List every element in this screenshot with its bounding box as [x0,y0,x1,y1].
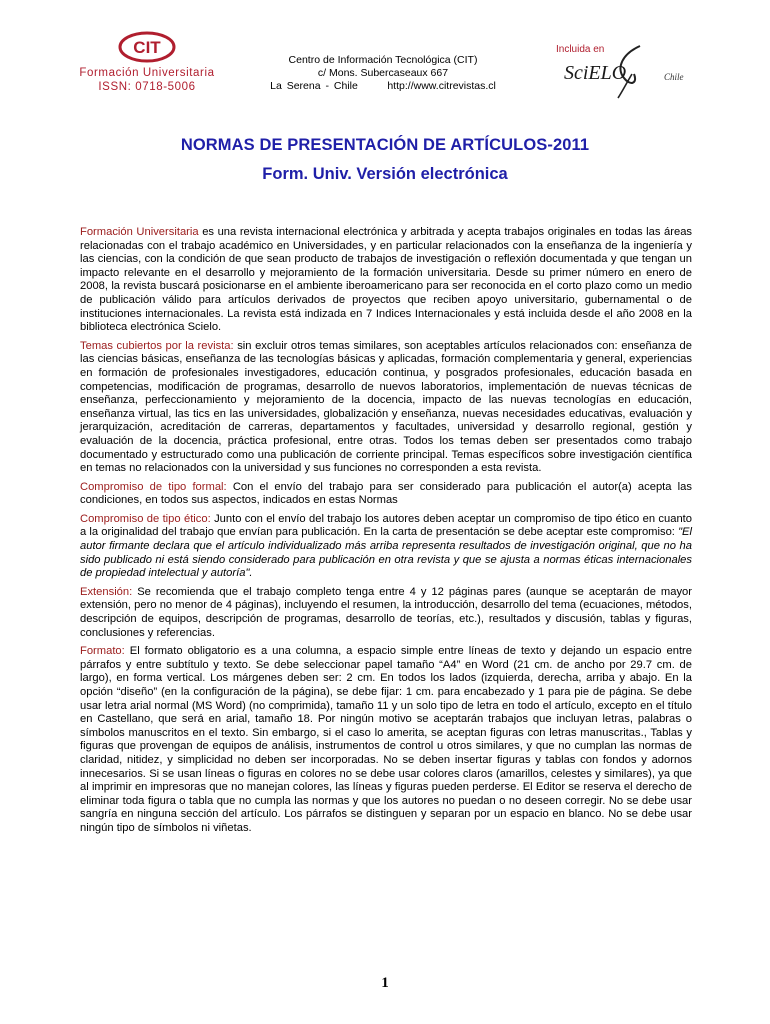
cit-logo-block [72,30,222,94]
journal-issn: ISSN: 0718-5006 [98,81,196,93]
paragraph-extension [80,586,692,640]
paragraph-etico-text: Junto con el envío del trabajo los autores deben aceptar un compromiso de tipo ético en cuanto a la originalidad del trabajo que envían para publicación. En la carta de presentación se debe aceptar este compromiso: [80,512,692,539]
publisher-location [258,80,508,93]
paragraph-formato-text: El formato obligatorio es a una columna, a espacio simple entre líneas de texto y dejando un espacio entre párrafos y entre subtítulo y texto. Se debe seleccionar papel tamaño “A4” en Word (21 cm. de ancho por 29.7 cm. de largo), en forma vertical. Los márgenes deben ser: 2 cm. En todos los lados (izquierda, derecha, arriba y abajo. En la opción “diseño” (en la configuración de la página), se debe fijar: 1 cm. para encabezado y 1 para pie de página. Se debe usar letra arial normal (MS Word) (no comprimida), tamaño 11 y un solo tipo de letra en todo el artículo, excepto en el título en Castellano, que será en arial, tamaño 18. Por ningún motivo se aceptarán trabajos que incluyan letras, palabras o símbolos manuscritos en el texto. Sin embargo, si el caso lo amerita, se aceptan figuras con letras manuscritas., Tablas y figuras que provengan de equipos de análisis, instrumentos de control u otros similares, y que no cumplan las normas de claridad, nitidez, y simplicidad no deben ser incorporadas. No se deben insertar figuras y tablas con fondos y adornos innecesarios. Si se usan líneas o figuras en colores no se debe usar colores claros (amarillos, celestes y similares), ya que al imprimir en impresoras que no manejan colores, las líneas y figuras pueden perderse. El Editor se reserva el derecho de eliminar toda figura o tabla que no cumpla las normas y que los autores no puedan o no deseen corregir. No se debe usar sangría en ninguna sección del artículo. Los párrafos se distinguen y separan por un espacio en blanco. No se debe usar ningún tipo de símbolos ni viñetas. [80,645,692,834]
publisher-name: Centro de Información Tecnológica (CIT) [288,54,478,66]
paragraph-formal [80,481,692,508]
paragraph-temas-lead: Temas cubiertos por la revista: [80,339,234,352]
paragraph-formato-lead: Formato: [80,645,125,658]
page-title: NORMAS DE PRESENTACIÓN DE ARTÍCULOS-2011 [180,136,590,154]
paragraph-extension-text: Se recomienda que el trabajo completo tenga entre 4 y 12 páginas pares (aunque se aceptarán de mayor extensión, pero no menor de 4 páginas), incluyendo el resumen, la introducción, desarrollo del tema (ecuaciones, métodos, descripción de equipos, descripción de programas, desarrollo de teorías, etc.), resultados y discusión, tablas y figuras, conclusiones y referencias. [80,585,692,639]
paragraph-etico [80,513,692,581]
paragraph-extension-lead: Extensión: [80,585,133,598]
cit-logo-letters: CIT [133,38,161,57]
document-body [80,226,692,841]
publisher-city: La Serena - Chile [270,80,358,92]
paragraph-etico-lead: Compromiso de tipo ético: [80,512,211,525]
paragraph-intro-lead: Formación Universitaria [80,226,199,238]
scielo-included-label: Incluida en [556,44,605,55]
scielo-badge [556,44,696,104]
paragraph-etico-quote: "El autor firmante declara que el artículo individualizado más arriba representa resultados de investigación original, que no ha sido publicado ni está siendo considerado para publicación en otra revista y que se ajusta a normas éticas internacionales de propiedad intelectual y autoría". [80,526,692,580]
scielo-logo-text: SciELO [564,62,627,84]
cit-logo-icon [117,30,177,64]
publisher-url[interactable]: http://www.citrevistas.cl [387,80,496,92]
page-subtitle: Form. Univ. Versión electrónica [262,165,508,183]
page-number: 1 [381,975,389,991]
paragraph-formato [80,645,692,835]
paragraph-temas-text: sin excluir otros temas similares, son aceptables artículos relacionados con: enseñanza de las ciencias básicas, enseñanza de las tecnologías básicas y aplicadas, formación complementaria y general, experiencias en formación de profesionales investigadores, educación continua, y posgrados profesionales, educación basada en competencias, modificación de programas, desarrollo de nuevos laboratorios, implementación de nuevas técnicas de enseñanza, perfeccionamiento y mejoramiento de la docencia, impacto de las nuevas tecnologías en educación, enseñanza virtual, las tics en las universidades, globalización y enseñanza, nuevas necesidades educativas, evaluación y jerarquización, acreditación de carreras, departamentos y facultades, universidad y desarrollo regional, gestión y evaluación de la docencia, práctica profesional, entre otras. Todos los temas deben ser presentados como trabajo documentado y estructurado como una publicación de corriente principal. Temas específicos sobre investigación científica en temas no relacionados con la universidad y sus funciones no corresponden a esta revista. [80,339,692,475]
paragraph-temas [80,340,692,476]
paragraph-intro-text: es una revista internacional electrónica y arbitrada y acepta trabajos originales en todas las áreas relacionadas con el trabajo académico en Universidades, y en particular relacionados con la enseñanza de la ingeniería y las ciencias, con la condición de que sean producto de trabajos de investigación o reflexión documentada y que tengan un impacto relevante en el desarrollo y mejoramiento de la formación universitaria. Desde su primer número en enero de 2008, la revista buscará posicionarse en el ambiente iberoamericano para ser reconocida en el corto plazo como un medio de publicación válido para artículos derivados de proyectos que reciben apoyo universitario, gubernamental o de instituciones internacionales. La revista está indizada en 7 Indices Internacionales y está incluida desde el año 2008 en la biblioteca electrónica Scielo. [80,226,693,334]
publisher-address [258,54,508,93]
paragraph-intro [80,226,692,335]
publisher-street: c/ Mons. Subercaseaux 667 [317,67,449,79]
scielo-country: Chile [664,72,684,82]
paragraph-formal-lead: Compromiso de tipo formal: [80,480,227,493]
paragraph-formal-text: Con el envío del trabajo para ser considerado para publicación el autor(a) acepta las condiciones, en todos sus aspectos, indicados en estas Normas [80,480,692,507]
journal-name: Formación Universitaria [79,67,215,79]
